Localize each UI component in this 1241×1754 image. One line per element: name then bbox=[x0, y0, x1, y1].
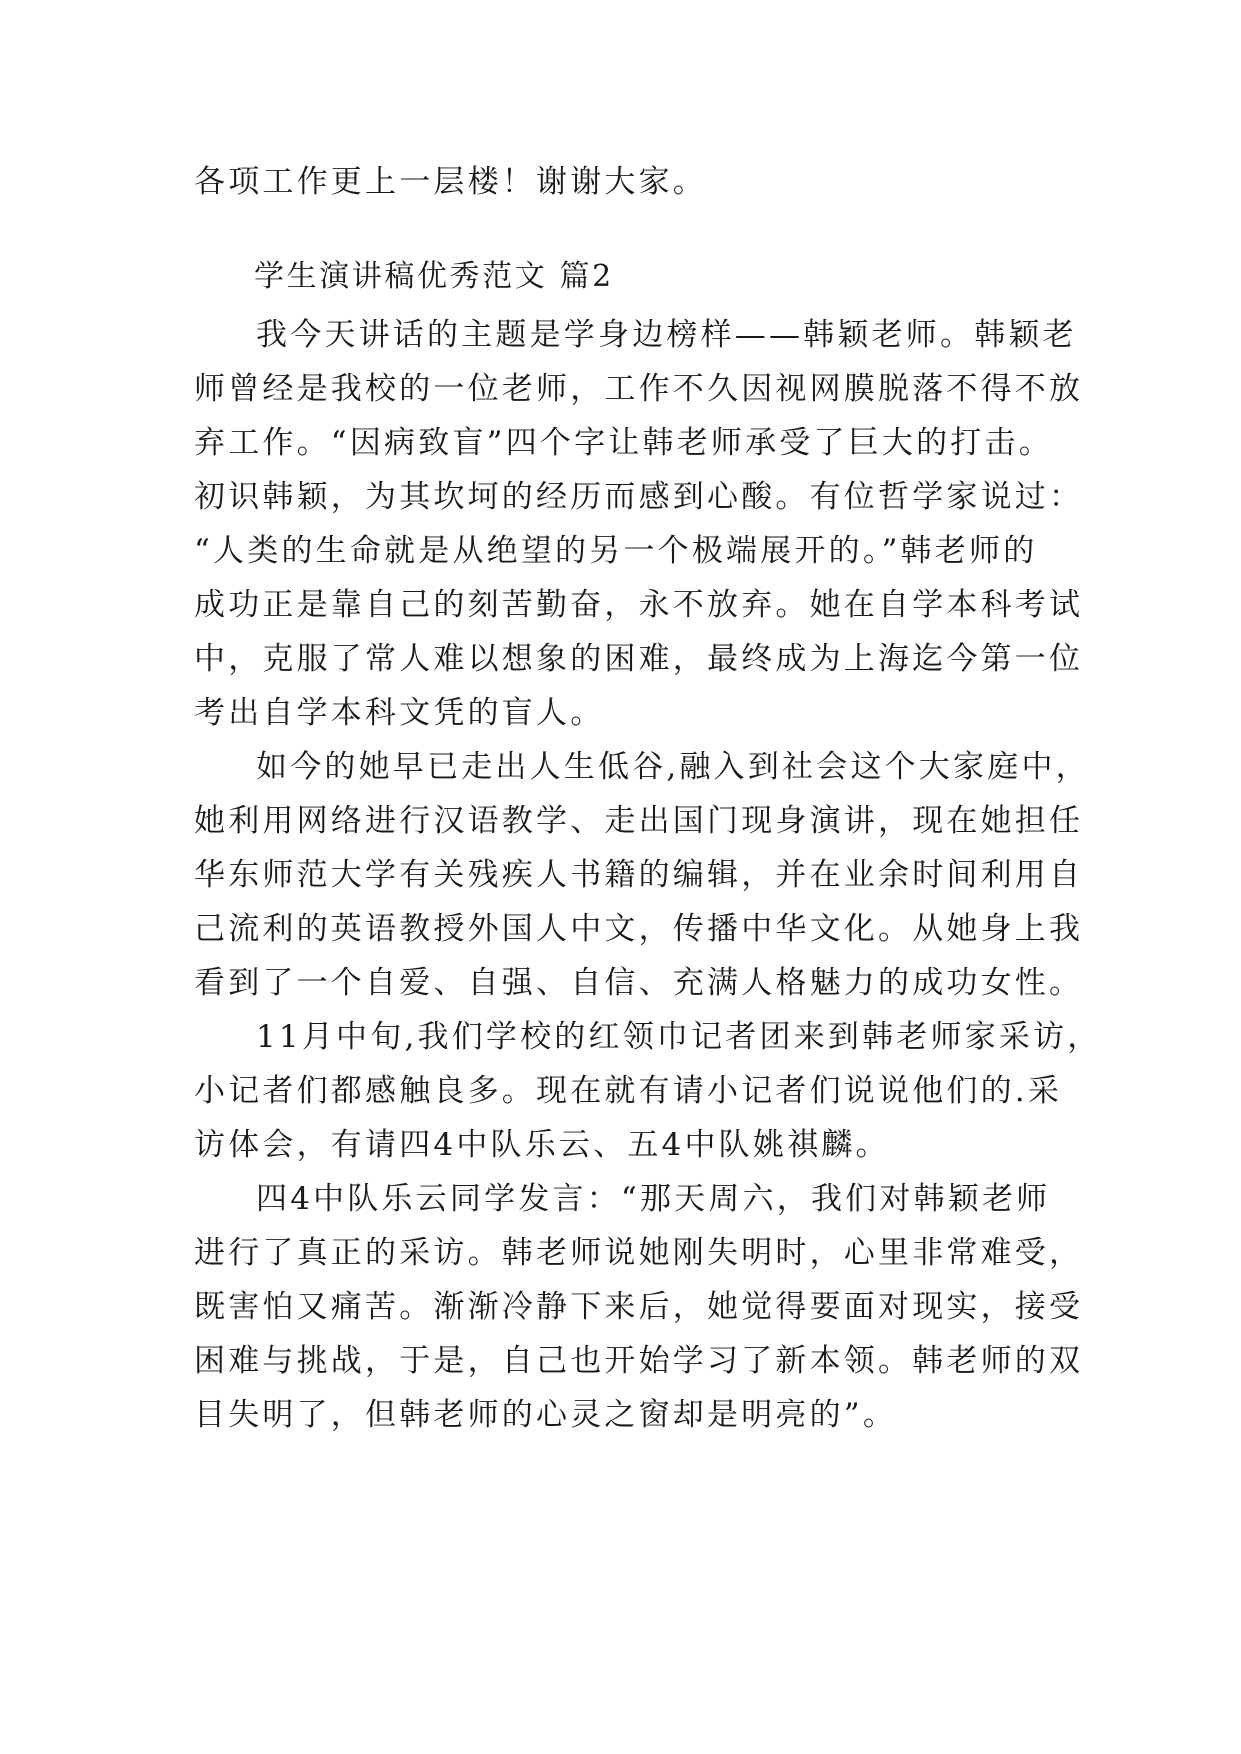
paragraph-line: 进行了真正的采访。韩老师说她刚失明时，心里非常难受， bbox=[194, 1235, 1084, 1271]
paragraph-line: 如今的她早已走出人生低谷,融入到社会这个大家庭中， bbox=[256, 749, 1090, 785]
paragraph-line: 四4中队乐云同学发言：“那天周六，我们对韩颖老师 bbox=[256, 1181, 1051, 1217]
paragraph-line: 我今天讲话的主题是学身边榜样——韩颖老师。韩颖老 bbox=[256, 317, 1077, 353]
paragraph-line: 困难与挑战，于是，自己也开始学习了新本领。韩老师的双 bbox=[194, 1343, 1084, 1379]
paragraph-4 bbox=[194, 1172, 1102, 1442]
paragraph-line: “人类的生命就是从绝望的另一个极端展开的。”韩老师的 bbox=[194, 533, 1038, 569]
paragraph-line: 初识韩颖，为其坎坷的经历而感到心酸。有位哲学家说过： bbox=[194, 479, 1084, 515]
paragraph-line: 11月中旬,我们学校的红领巾记者团来到韩老师家采访， bbox=[256, 1019, 1102, 1055]
paragraph-line: 看到了一个自爱、自强、自信、充满人格魅力的成功女性。 bbox=[194, 965, 1084, 1001]
paragraph-line: 师曾经是我校的一位老师，工作不久因视网膜脱落不得不放 bbox=[194, 371, 1084, 407]
paragraph-line: 访体会，有请四4中队乐云、五4中队姚祺麟。 bbox=[194, 1127, 890, 1163]
opening-line: 各项工作更上一层楼！谢谢大家。 bbox=[194, 164, 707, 200]
paragraph-line: 弃工作。“因病致盲”四个字让韩老师承受了巨大的打击。 bbox=[194, 425, 1053, 461]
paragraph-line: 既害怕又痛苦。渐渐冷静下来后，她觉得要面对现实，接受 bbox=[194, 1289, 1084, 1325]
paragraph-2 bbox=[194, 740, 1102, 1010]
paragraph-line: 成功正是靠自己的刻苦勤奋，永不放弃。她在自学本科考试 bbox=[194, 587, 1084, 623]
document-body bbox=[194, 308, 1102, 1442]
paragraph-line: 中，克服了常人难以想象的困难，最终成为上海迄今第一位 bbox=[194, 641, 1084, 677]
paragraph-line: 华东师范大学有关残疾人书籍的编辑，并在业余时间利用自 bbox=[194, 857, 1084, 893]
paragraph-line: 己流利的英语教授外国人中文，传播中华文化。从她身上我 bbox=[194, 911, 1084, 947]
paragraph-line: 考出自学本科文凭的盲人。 bbox=[194, 695, 605, 731]
paragraph-line: 她利用网络进行汉语教学、走出国门现身演讲，现在她担任 bbox=[194, 803, 1084, 839]
paragraph-3 bbox=[194, 1010, 1102, 1172]
paragraph-line: 小记者们都感触良多。现在就有请小记者们说说他们的.采 bbox=[194, 1073, 1063, 1109]
section-heading: 学生演讲稿优秀范文 篇2 bbox=[254, 259, 614, 294]
paragraph-line: 目失明了，但韩老师的心灵之窗却是明亮的”。 bbox=[194, 1397, 898, 1433]
paragraph-1 bbox=[194, 308, 1102, 740]
